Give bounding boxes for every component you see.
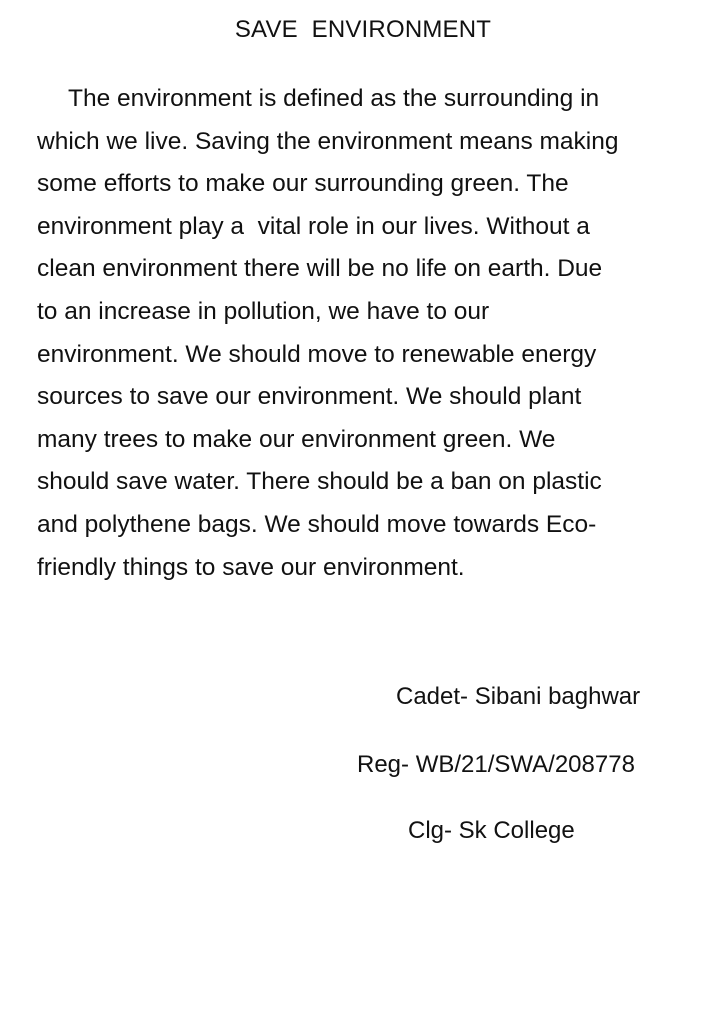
- paragraph-line: environment. We should move to renewable energy: [37, 340, 597, 368]
- registration-number: Reg- WB/21/SWA/208778: [357, 751, 635, 778]
- document-title: SAVE ENVIRONMENT: [234, 16, 492, 43]
- paragraph-line: some efforts to make our surrounding green. The: [37, 170, 569, 198]
- paragraph-line: sources to save our environment. We should plant: [37, 383, 582, 411]
- paragraph-line: many trees to make our environment green. We: [37, 425, 556, 453]
- paragraph-line: friendly things to save our environment.: [37, 553, 465, 581]
- paragraph-line: clean environment there will be no life on earth. Due: [37, 255, 603, 283]
- college-name: Clg- Sk College: [408, 817, 575, 844]
- paragraph-line: and polythene bags. We should move towards Eco-: [37, 510, 597, 538]
- paragraph-line: The environment is defined as the surrounding in: [68, 85, 600, 112]
- essay-paragraph: [37, 78, 677, 589]
- paragraph-line: should save water. There should be a ban on plastic: [37, 468, 602, 496]
- cadet-name: Cadet- Sibani baghwar: [396, 683, 641, 710]
- paragraph-line: to an increase in pollution, we have to our: [37, 297, 490, 325]
- paragraph-line: which we live. Saving the environment means making: [37, 127, 619, 155]
- paragraph-line: environment play a vital role in our lives. Without a: [37, 212, 590, 240]
